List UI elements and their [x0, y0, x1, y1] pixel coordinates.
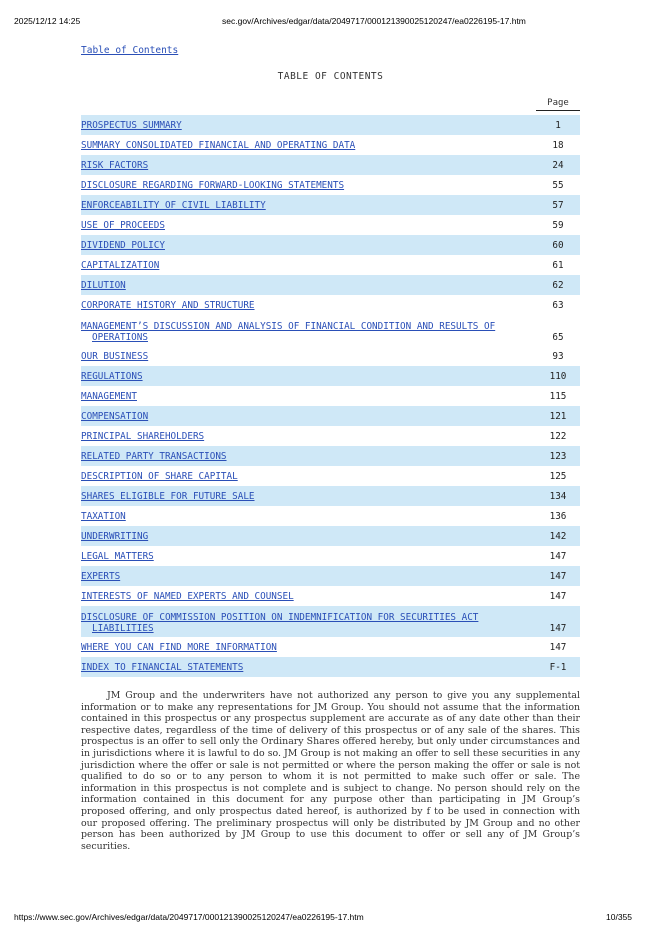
toc-entry-title: PROSPECTUS SUMMARY: [81, 119, 182, 131]
toc-entry-page: 63: [552, 299, 564, 311]
toc-entry-page: F-1: [549, 661, 567, 673]
toc-entry-title: DISCLOSURE OF COMMISSION POSITION ON INDEMNIFICATION FOR SECURITIES ACT: [81, 612, 479, 623]
toc-entry-title: RELATED PARTY TRANSACTIONS: [81, 450, 227, 462]
toc-entry-title: DIVIDEND POLICY: [81, 239, 165, 251]
toc-entry-title: MANAGEMENT’S DISCUSSION AND ANALYSIS OF FINANCIAL CONDITION AND RESULTS OF: [81, 321, 496, 332]
toc-entry-title-continued: LIABILITIES: [92, 623, 154, 634]
toc-entry-page: 65: [552, 332, 564, 343]
toc-entry-title: EXPERTS: [81, 570, 121, 582]
toc-entry-title: UNDERWRITING: [81, 530, 149, 542]
toc-row: [81, 275, 580, 295]
toc-entry-link[interactable]: [81, 411, 536, 422]
toc-entry-page: 147: [549, 590, 567, 602]
print-timestamp: 2025/12/12 14:25: [14, 16, 81, 26]
toc-entry-link[interactable]: [81, 642, 536, 653]
toc-entry-page: 122: [549, 430, 567, 442]
toc-entry-page: 60: [552, 239, 564, 251]
toc-entry-link[interactable]: [81, 551, 536, 562]
toc-row: [81, 406, 580, 426]
toc-row: [81, 215, 580, 235]
toc-entry-page: 147: [549, 550, 567, 562]
toc-entry-title: SUMMARY CONSOLIDATED FINANCIAL AND OPERATING DATA: [81, 139, 356, 151]
page-column-header: [81, 96, 580, 114]
toc-entry-page: 24: [552, 159, 564, 171]
toc-entry-link[interactable]: [81, 471, 536, 482]
toc-entry-title: INDEX TO FINANCIAL STATEMENTS: [81, 661, 244, 673]
toc-row: [81, 637, 580, 657]
toc-entry-link[interactable]: [81, 300, 536, 311]
toc-entry-page: 142: [549, 530, 567, 542]
toc-entry-page: 147: [549, 570, 567, 582]
toc-entry-title: COMPENSATION: [81, 410, 149, 422]
toc-entry-link[interactable]: [81, 160, 536, 171]
toc-entry-link[interactable]: [81, 591, 536, 602]
toc-entry-title: SHARES ELIGIBLE FOR FUTURE SALE: [81, 490, 255, 502]
print-header-url: sec.gov/Archives/edgar/data/2049717/000121390025120247/ea0226195-17.htm: [222, 16, 526, 26]
toc-entry-link[interactable]: [81, 662, 536, 673]
toc-entry-title: REGULATIONS: [81, 370, 143, 382]
toc-entry-page: 1: [555, 119, 561, 131]
toc-entry-link[interactable]: [81, 612, 536, 634]
toc-row: [81, 526, 580, 546]
toc-entry-page: 110: [549, 370, 567, 382]
toc-entry-page: 93: [552, 350, 564, 362]
toc-entry-page: 115: [549, 390, 567, 402]
toc-entry-page: 59: [552, 219, 564, 231]
toc-row: [81, 175, 580, 195]
toc-entry-link[interactable]: [81, 200, 536, 211]
toc-entry-title: MANAGEMENT: [81, 390, 137, 402]
toc-entry-title: PRINCIPAL SHAREHOLDERS: [81, 430, 205, 442]
toc-entry-page: 125: [549, 470, 567, 482]
toc-entry-page: 121: [549, 410, 567, 422]
toc-row: [81, 235, 580, 255]
toc-entry-page: 62: [552, 279, 564, 291]
table-of-contents-link[interactable]: Table of Contents: [81, 45, 179, 56]
toc-row: [81, 446, 580, 466]
toc-row: [81, 255, 580, 275]
toc-entry-page: 134: [549, 490, 567, 502]
toc-row: [81, 366, 580, 386]
toc-row: [81, 606, 580, 637]
toc-entry-page: 18: [552, 139, 564, 151]
toc-entry-title: OUR BUSINESS: [81, 350, 149, 362]
toc-entry-link[interactable]: [81, 280, 536, 291]
toc-row: [81, 486, 580, 506]
toc-entry-link[interactable]: [81, 571, 536, 582]
toc-row: [81, 315, 580, 346]
toc-row: [81, 506, 580, 526]
toc-row: [81, 195, 580, 215]
toc-entry-link[interactable]: [81, 321, 536, 343]
toc-entry-title: RISK FACTORS: [81, 159, 149, 171]
toc-entry-link[interactable]: [81, 351, 536, 362]
toc-entry-link[interactable]: [81, 451, 536, 462]
toc-entry-link[interactable]: [81, 180, 536, 191]
toc-row: [81, 115, 580, 135]
toc-entry-link[interactable]: [81, 511, 536, 522]
page-column-label: Page: [536, 98, 580, 111]
toc-row: [81, 586, 580, 606]
toc-entry-title: DESCRIPTION OF SHARE CAPITAL: [81, 470, 238, 482]
toc-entry-link[interactable]: [81, 371, 536, 382]
toc-row: [81, 346, 580, 366]
toc-entry-link[interactable]: [81, 491, 536, 502]
toc-entry-page: 123: [549, 450, 567, 462]
print-footer-url: https://www.sec.gov/Archives/edgar/data/2049717/000121390025120247/ea0226195-17.htm: [14, 912, 364, 922]
toc-entry-link[interactable]: [81, 140, 536, 151]
toc-entry-link[interactable]: [81, 391, 536, 402]
toc-row: [81, 295, 580, 315]
toc-heading: TABLE OF CONTENTS: [277, 71, 384, 82]
toc-entry-title: CORPORATE HISTORY AND STRUCTURE: [81, 299, 255, 311]
toc-row: [81, 466, 580, 486]
toc-entry-page: 147: [549, 623, 567, 634]
toc-entry-page: 136: [549, 510, 567, 522]
toc-entry-link[interactable]: [81, 240, 536, 251]
toc-entry-title: DISCLOSURE REGARDING FORWARD-LOOKING STATEMENTS: [81, 179, 345, 191]
toc-entry-title: DILUTION: [81, 279, 126, 291]
toc-entry-link[interactable]: [81, 220, 536, 231]
toc-row: [81, 426, 580, 446]
toc-entry-title: USE OF PROCEEDS: [81, 219, 165, 231]
toc-entry-page: 147: [549, 641, 567, 653]
toc-row: [81, 135, 580, 155]
toc-row: [81, 546, 580, 566]
toc-entry-link[interactable]: [81, 431, 536, 442]
toc-entry-title: INTERESTS OF NAMED EXPERTS AND COUNSEL: [81, 590, 294, 602]
toc-entry-title-continued: OPERATIONS: [92, 332, 148, 343]
toc-row: [81, 657, 580, 677]
document-body: [81, 38, 580, 862]
toc-entry-page: 55: [552, 179, 564, 191]
toc-row: [81, 155, 580, 175]
disclaimer-paragraph: JM Group and the underwriters have not authorized any person to give you any supplemental information or to make any representations for JM Group. You should not assume that the information contained in this prospectus or any prospectus supplement are accurate as of any date other than their respective dates, regardless of the time of delivery of this prospectus or of any sale of the shares. This prospectus is an offer to sell only the Ordinary Shares offered hereby, but only under circumstances and in jurisdictions where it is lawful to do so. JM Group is not making an offer to sell these securities in any jurisdiction where the offer or sale is not permitted or where the person making the offer or sale is not qualified to do so or to any person to whom it is not permitted to make such offer or sale. The information in this prospectus is not complete and is subject to change. No person should rely on the information contained in this document for any purpose other than participating in JM Group’s proposed offering, and only prospectus dated hereof, is authorized by f to be used in connection with our proposed offering. The preliminary prospectus will only be distributed by JM Group and no other person has been authorized by JM Group to use this document to offer or sell any of JM Group’s securities.: [81, 690, 580, 852]
toc-table: [81, 115, 580, 677]
toc-entry-link[interactable]: [81, 260, 536, 271]
toc-entry-title: CAPITALIZATION: [81, 259, 160, 271]
toc-entry-page: 61: [552, 259, 564, 271]
toc-entry-title: LEGAL MATTERS: [81, 550, 154, 562]
toc-entry-title: WHERE YOU CAN FIND MORE INFORMATION: [81, 641, 277, 653]
toc-entry-link[interactable]: [81, 531, 536, 542]
toc-entry-title: ENFORCEABILITY OF CIVIL LIABILITY: [81, 199, 266, 211]
print-page-counter: 10/355: [606, 912, 632, 922]
toc-entry-title: TAXATION: [81, 510, 126, 522]
toc-entry-page: 57: [552, 199, 564, 211]
toc-entry-link[interactable]: [81, 120, 536, 131]
toc-row: [81, 566, 580, 586]
toc-row: [81, 386, 580, 406]
